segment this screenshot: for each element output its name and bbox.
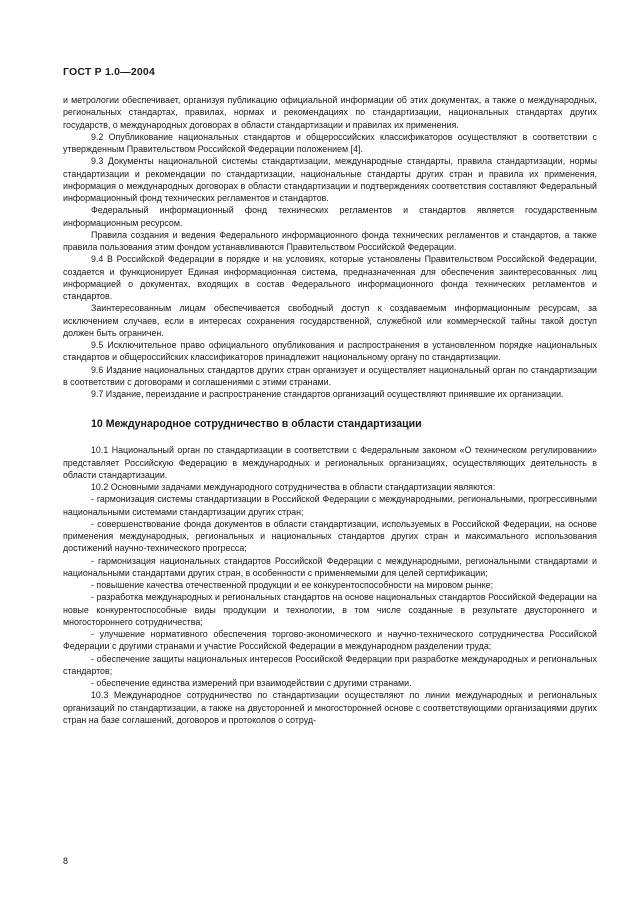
paragraph: 9.5 Исключительное право официального опубликования и распространения в установленном порядке национальных стандартов и общероссийских классификаторов принадлежит национальному органу по стандартизации. <box>63 340 597 363</box>
paragraph: 10.1 Национальный орган по стандартизации в соответствии с Федеральным законом «О техническом регулировании» представляет Российскую Федерацию в международных и региональных организациях, осуществляющих деятельность в области стандартизации. <box>63 445 597 480</box>
paragraph: 10.3 Международное сотрудничество по стандартизации осуществляют по линии международных и региональных организаций по стандартизации, а также на двусторонней и многосторонней основе с соответствующими организациями других стран на базе соглашений, договоров и протоколов о сотруд- <box>63 690 597 725</box>
paragraphs-before-section <box>63 94 597 400</box>
paragraph: - повышение качества отечественной продукции и ее конкурентоспособности на мировом рынке; <box>91 580 494 590</box>
paragraph: 9.6 Издание национальных стандартов других стран организует и осуществляет национальный орган по стандартизации в соответствии с договорами и соглашениями с этими странами. <box>63 364 597 387</box>
paragraph: 9.4 В Российской Федерации в порядке и на условиях, которые установлены Правительством Российской Федерации, создается и функционирует Единая информационная система, предназначенная для обеспечения заинтересованных лиц информацией о документах, входящих в состав Федерального информационного фонда технических регламентов и стандартов. <box>63 254 597 301</box>
paragraph: - обеспечение защиты национальных интересов Российской Федерации при разработке международных и региональных стандартов; <box>63 653 597 676</box>
paragraph: Правила создания и ведения Федерального информационного фонда технических регламентов и стандартов, а также правила пользования этим фондом устанавливаются Правительством Российской Федерации. <box>63 229 597 252</box>
paragraph: 9.3 Документы национальной системы стандартизации, международные стандарты, правила стандартизации, нормы стандартизации и рекомендации по стандартизации, национальные стандарты других стран и правила их применения, информация о международных договорах в области стандартизации и подтверждениях соответствия составляют Федеральный информационный фонд технических регламентов и стандартов. <box>63 156 597 203</box>
paragraph: и метрологии обеспечивает, организуя публикацию официальной информации об этих документах, а также о международных, региональных стандартах, правилах, нормах и рекомендациях по стандартизации, национальных стандартах других государств, о международных договорах в области стандартизации и правилах их применения. <box>63 95 597 130</box>
paragraph: - разработка международных и региональных стандартов на основе национальных стандартов Российской Федерации на новые конкурентоспособные виды продукции и технологии, в том числе созданные в результате двустороннего и многостороннего сотрудничества; <box>63 592 597 627</box>
paragraph: Заинтересованным лицам обеспечивается свободный доступ к создаваемым информационным ресурсам, за исключением случаев, если в интересах сохранения государственной, служебной или коммерческой тайны такой доступ должен быть ограничен. <box>63 303 597 338</box>
document-body <box>63 94 597 726</box>
paragraph: 9.2 Опубликование национальных стандартов и общероссийских классификаторов осуществляют в соответствии с утвержденным Правительством Российской Федерации положением [4]. <box>63 131 597 154</box>
paragraph: - обеспечение единства измерений при взаимодействии с другими странами. <box>91 678 412 688</box>
paragraph: - гармонизация национальных стандартов Российской Федерации с международными, региональными стандартами и национальными стандартами других стран, в особенности с применяемыми для целей сертификации; <box>63 555 597 578</box>
document-header: ГОСТ Р 1.0—2004 <box>63 66 156 78</box>
paragraph: Федеральный информационный фонд технических регламентов и стандартов является государственным информационным ресурсом. <box>63 205 597 228</box>
paragraph: - улучшение нормативного обеспечения торгово-экономического и научно-технического сотрудничества Российской Федерации с другими странами и участие Российской Федерации в международном разделении труда; <box>63 629 597 652</box>
paragraph: - совершенствование фонда документов в области стандартизации, используемых в Российской Федерации, на основе применения международных, региональных и национальных стандартов других стран и максимального использования достижений научно-технического прогресса; <box>63 518 597 554</box>
paragraph: 9.7 Издание, переиздание и распространение стандартов организаций осуществляют принявшие их организации. <box>91 389 564 399</box>
paragraph: 10.2 Основными задачами международного сотрудничества в области стандартизации являются: <box>91 482 496 492</box>
paragraphs-after-section <box>63 444 597 726</box>
section-title: 10 Международное сотрудничество в области стандартизации <box>91 418 422 431</box>
paragraph: - гармонизация системы стандартизации в Российской Федерации с международными, региональными, прогрессивными национальными системами стандартизации других стран; <box>63 494 597 517</box>
page-number: 8 <box>63 856 69 866</box>
